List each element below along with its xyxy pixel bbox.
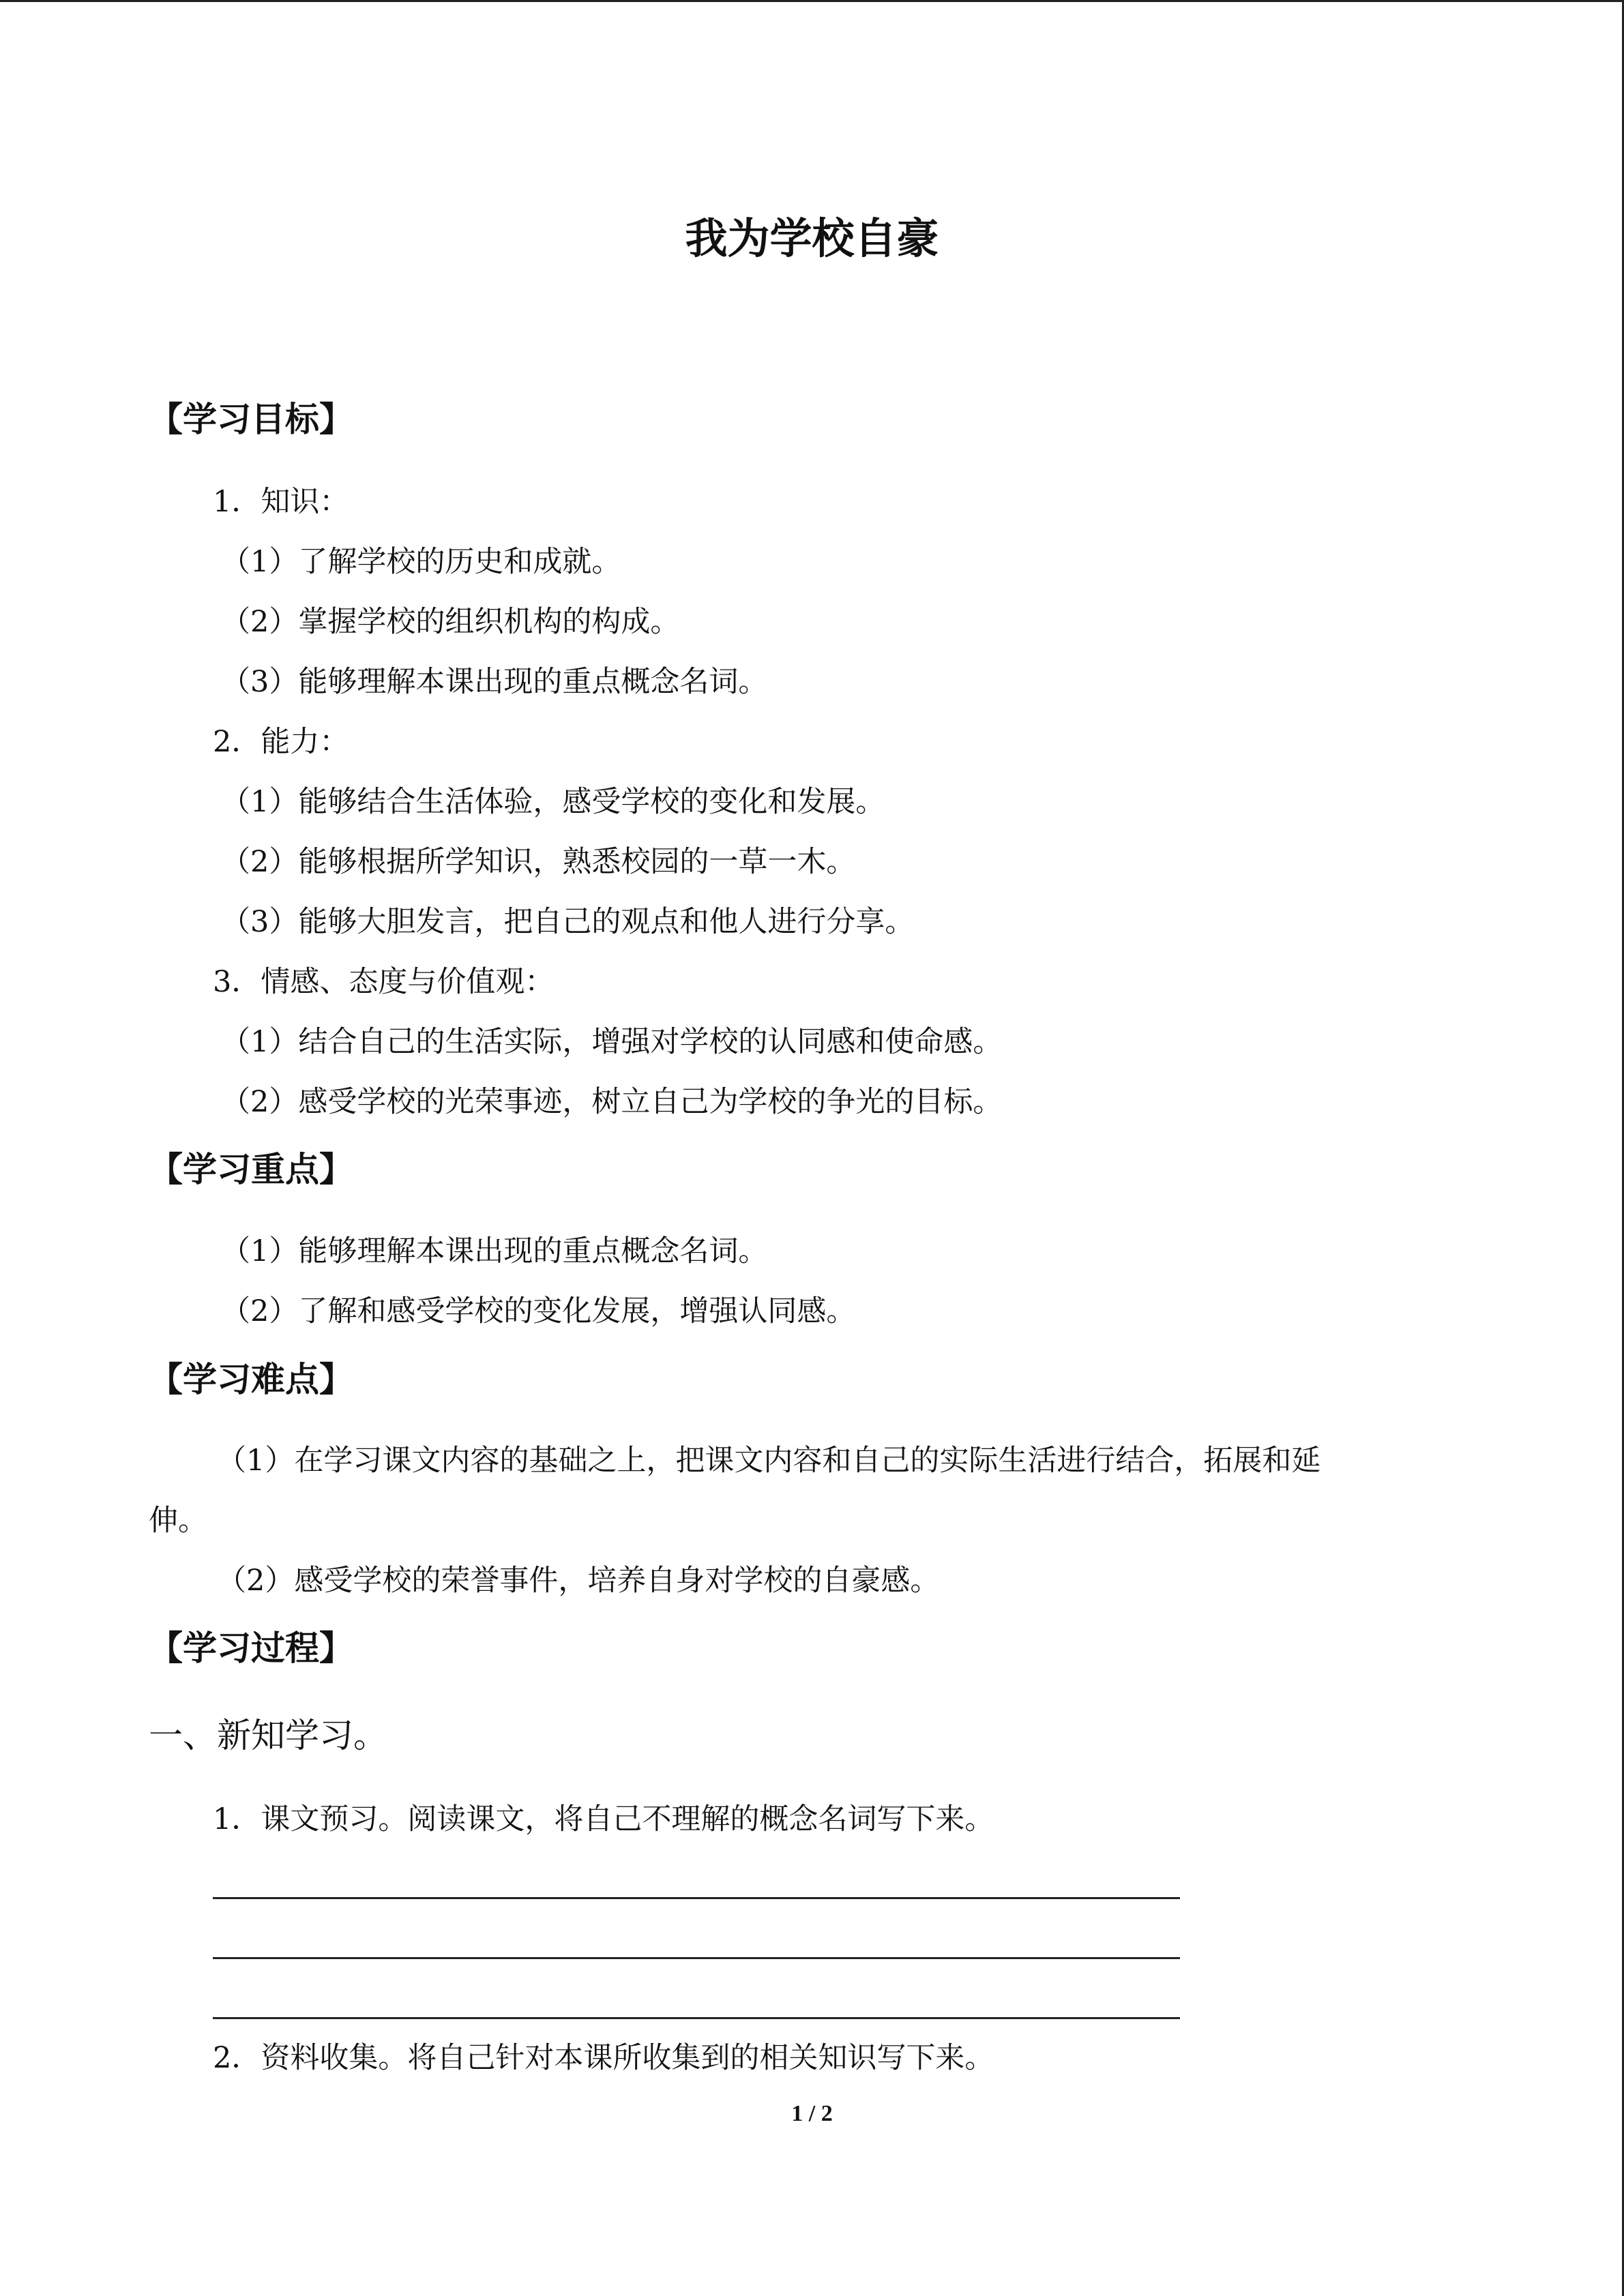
task-two: 2．资料收集。将自己针对本课所收集到的相关知识写下来。: [213, 2041, 994, 2075]
task-one: 1．课文预习。阅读课文，将自己不理解的概念名词写下来。: [213, 1802, 994, 1836]
goals-ability-item: （3）能够大胆发言，把自己的观点和他人进行分享。: [221, 905, 915, 939]
goals-ability-item: （1）能够结合生活体验，感受学校的变化和发展。: [221, 785, 885, 819]
page-number: 1 / 2: [791, 2101, 833, 2126]
goals-emotion-item: （2）感受学校的光荣事迹，树立自己为学校的争光的目标。: [221, 1085, 1003, 1119]
goals-emotion-label: 3．情感、态度与价值观：: [213, 965, 555, 999]
difficulty-item: （2）感受学校的荣誉事件，培养自身对学校的自豪感。: [217, 1564, 940, 1598]
answer-blank-line[interactable]: [213, 2017, 1180, 2019]
goals-ability-label: 2．能力：: [213, 725, 349, 759]
heading-difficulties: 【学习难点】: [149, 1360, 353, 1399]
goals-knowledge-item: （2）掌握学校的组织机构的构成。: [221, 605, 680, 639]
goals-knowledge-item: （3）能够理解本课出现的重点概念名词。: [221, 665, 768, 699]
goals-emotion-item: （1）结合自己的生活实际，增强对学校的认同感和使命感。: [221, 1025, 1003, 1059]
goals-knowledge-item: （1）了解学校的历史和成就。: [221, 545, 621, 579]
key-point-item: （1）能够理解本课出现的重点概念名词。: [221, 1234, 768, 1268]
page-border-top: [0, 0, 1624, 2]
goals-knowledge-label: 1．知识：: [213, 485, 349, 519]
difficulty-item-continuation: 伸。: [149, 1504, 207, 1538]
key-point-item: （2）了解和感受学校的变化发展，增强认同感。: [221, 1294, 856, 1328]
part-one-title: 一、新知学习。: [149, 1716, 387, 1755]
heading-learning-process: 【学习过程】: [149, 1628, 353, 1668]
answer-blank-line[interactable]: [213, 1897, 1180, 1899]
heading-learning-goals: 【学习目标】: [149, 400, 353, 439]
heading-key-points: 【学习重点】: [149, 1150, 353, 1189]
difficulty-item: （1）在学习课文内容的基础之上，把课文内容和自己的实际生活进行结合，拓展和延: [217, 1444, 1321, 1478]
page-title: 我为学校自豪: [685, 213, 939, 263]
goals-ability-item: （2）能够根据所学知识，熟悉校园的一草一木。: [221, 845, 856, 879]
answer-blank-line[interactable]: [213, 1957, 1180, 1959]
